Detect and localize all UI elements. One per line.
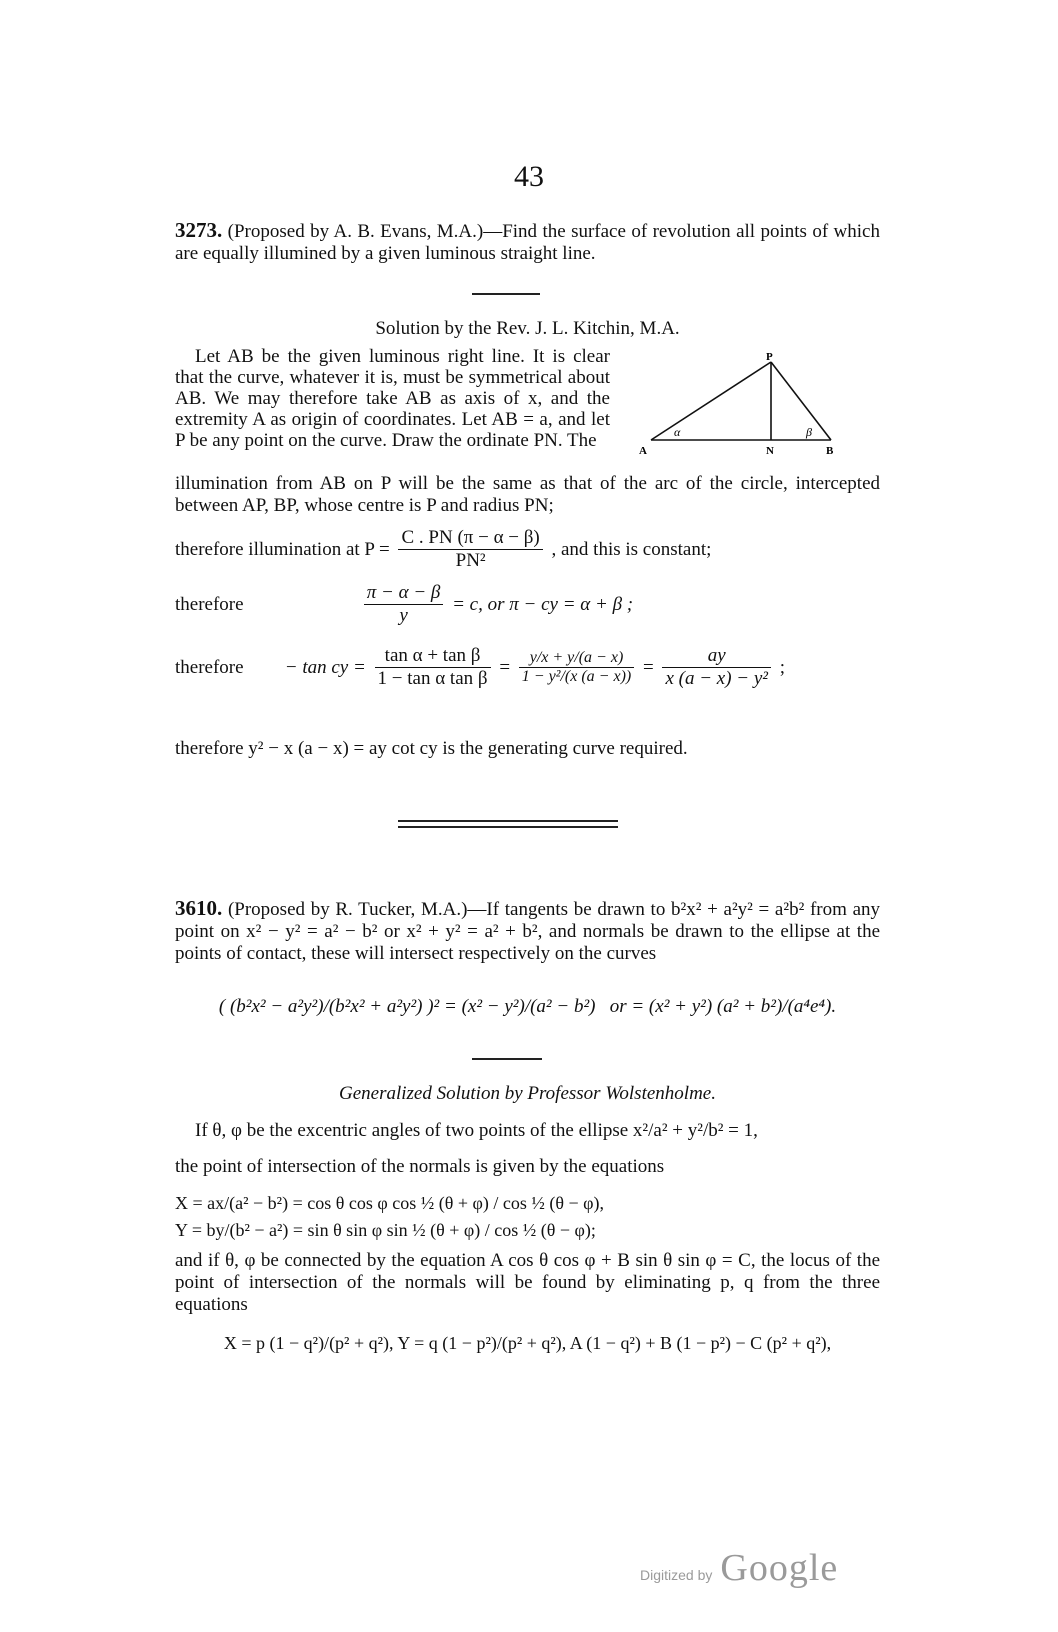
solution-heading: Solution by the Rev. J. L. Kitchin, M.A.: [375, 318, 680, 339]
fraction: $\frac{\pi - \alpha - \beta}{y}$: [364, 582, 444, 627]
section-rule: [472, 293, 540, 295]
problem-3273-statement: [175, 219, 880, 265]
curve-equations: ( (b²x² − a²y²)/(b²x² + a²y²) )² = (x² − y²)/(a² − b²) or = (x² + y²) (a² + b²)/(a⁴e⁴).: [218, 996, 837, 1017]
locus-paragraph: and if θ, φ be connected by the equation A cos θ cos φ + B sin θ sin φ = C, the locus of the point of intersection of the normals will be found by eliminating p, q from the three equations: [175, 1250, 880, 1315]
compound-fraction: $\frac{y/x + y/(a - x)}{\text{1 − y²/(x (a − x))}}$: [519, 649, 634, 686]
equation-generating-curve: therefore y² − x (a − x) = ay cot cy is the generating curve required.: [175, 738, 688, 759]
label-beta: β: [806, 425, 812, 439]
equation-X-Y: X = ax/(a² − b²) = cos θ cos φ cos ½ (θ + φ) / cos ½ (θ − φ), Y = by/(b² − a²) = sin θ sin φ sin ½ (θ + φ) / cos ½ (θ − φ);: [175, 1193, 605, 1240]
solution-paragraph-continued: illumination from AB on P will be the same as that of the arc of the circle, intercepted between AP, BP, whose centre is P and radius PN;: [175, 473, 880, 516]
digitized-footer: Digitized by Google: [640, 1547, 839, 1589]
label-b: B: [826, 445, 834, 457]
section-rule: [472, 1058, 542, 1060]
label-p: P: [766, 351, 773, 363]
normals-paragraph: the point of intersection of the normals is given by the equations: [175, 1156, 665, 1177]
problem-text: (Proposed by R. Tucker, M.A.)—If tangents be drawn to b²x² + a²y² = a²b² from any point on x² − y² = a² − b² or x² + y² = a² + b², and normals be drawn to the ellipse at the points of contact, these will intersect respectively on the curves: [175, 899, 881, 964]
page-number: 43: [514, 160, 544, 193]
equation-tangent: therefore − tan cy = $\frac{\text{tan α + tan β}}{\text{1 − tan α tan β}}$ = $\frac{y/x + y/(a - x)}{\text{1 − y²/(x (a − x))}}$ = $\frac{ay}{\text{x (a − x) − y²}}$ ;: [175, 645, 786, 689]
final-equations: X = p (1 − q²)/(p² + q²), Y = q (1 − p²)/(p² + q²), A (1 − q²) + B (1 − p²) − C (p² + q²),: [223, 1333, 832, 1353]
problem-number: 3610.: [175, 896, 223, 920]
fraction: $\frac{C . PN (\pi - \alpha - \beta)}{\text{PN²}}$: [398, 527, 542, 572]
fraction: $\frac{ay}{\text{x (a − x) − y²}}$: [662, 645, 771, 690]
ellipse-paragraph: If θ, φ be the excentric angles of two points of the ellipse x²/a² + y²/b² = 1,: [195, 1120, 758, 1141]
double-rule-bottom: [398, 826, 618, 828]
fraction: $\frac{\text{tan α + tan β}}{\text{1 − tan α tan β}}$: [375, 645, 491, 690]
triangle-diagram: [636, 350, 846, 460]
problem-3610-statement: [175, 897, 880, 965]
problem-text: (Proposed by A. B. Evans, M.A.)—Find the surface of revolution all points of which are equally illumined by a given luminous straight line.: [175, 221, 880, 264]
label-a: A: [639, 445, 647, 457]
double-rule-top: [398, 820, 618, 822]
solution-heading: Generalized Solution by Professor Wolstenholme.: [339, 1083, 716, 1104]
google-logo: Google: [720, 1547, 839, 1589]
equation-illumination: therefore illumination at P = $\frac{C . PN (\pi - \alpha - \beta)}{\text{PN²}}$ , and this is constant;: [175, 527, 712, 571]
problem-number: 3273.: [175, 218, 223, 242]
equation-constant: therefore $\frac{\pi - \alpha - \beta}{y}$ = c, or π − cy = α + β ;: [175, 582, 634, 626]
solution-paragraph: Let AB be the given luminous right line. It is clear that the curve, whatever it is, must be symmetrical about AB. We may therefore take AB as axis of x, and the extremity A as origin of coordinates. Let AB = a, and let P be any point on the curve. Draw the ordinate PN. The: [175, 346, 610, 451]
label-n: N: [766, 445, 774, 457]
label-alpha: α: [674, 425, 681, 439]
